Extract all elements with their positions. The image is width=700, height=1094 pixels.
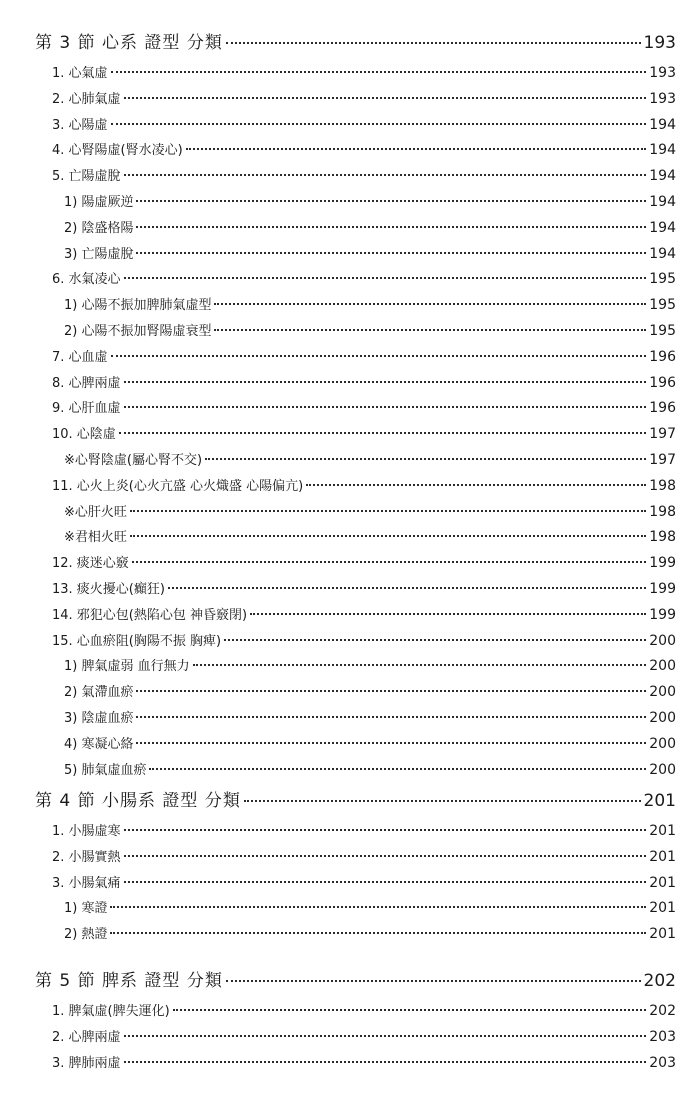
section-title: 第 5 節 脾系 證型 分類	[35, 971, 223, 991]
dot-leader	[186, 148, 647, 150]
entry-title: 3. 小腸氣痛	[52, 875, 121, 891]
entry-page-number: 194	[649, 168, 676, 185]
entry-page-number: 200	[649, 710, 676, 726]
entry-title: 1) 脾氣虛弱 血行無力	[64, 659, 190, 675]
toc-subentry	[64, 294, 676, 313]
entry-title: 11. 心火上炎(心火亢盛 心火熾盛 心陽偏亢)	[52, 478, 304, 494]
entry-page-number: 201	[649, 823, 676, 839]
entry-page-number: 194	[649, 116, 676, 133]
dot-leader	[110, 906, 646, 908]
dot-leader	[136, 716, 646, 718]
entry-page-number: 195	[649, 271, 676, 288]
entry-page-number: 194	[649, 194, 676, 210]
dot-leader	[110, 932, 646, 934]
entry-title: 5) 肺氣虛血瘀	[64, 762, 147, 778]
toc-subentry	[64, 217, 676, 236]
dot-leader	[111, 71, 647, 73]
dot-leader	[214, 329, 646, 331]
entry-title: 3. 心陽虛	[52, 117, 108, 133]
entry-title: 3) 亡陽虛脫	[64, 246, 134, 262]
entry-page-number: 203	[649, 1054, 676, 1071]
toc-entry	[52, 423, 676, 442]
entry-title: 12. 痰迷心竅	[52, 556, 129, 572]
entry-page-number: 200	[649, 735, 676, 752]
dot-leader	[130, 510, 646, 512]
dot-leader	[124, 174, 647, 176]
entry-page-number: 193	[649, 65, 676, 81]
entry-page-number: 199	[649, 555, 676, 572]
section-heading	[35, 786, 676, 811]
entry-page-number: 196	[649, 400, 676, 417]
entry-title: 1) 心陽不振加脾肺氣虛型	[64, 298, 212, 314]
toc-subentry	[64, 243, 676, 262]
entry-title: 2. 小腸實熱	[52, 849, 121, 865]
entry-title: 14. 邪犯心包(熱陷心包 神昏竅閉)	[52, 607, 248, 623]
toc-subentry	[64, 320, 676, 339]
entry-title: 10. 心陰虛	[52, 427, 116, 443]
toc-subentry	[64, 897, 676, 916]
entry-title: 2. 心脾兩虛	[52, 1029, 121, 1045]
dot-leader	[124, 829, 647, 831]
section-heading	[35, 966, 676, 991]
toc-subentry	[64, 526, 676, 545]
dot-leader	[119, 432, 646, 434]
toc-entry	[52, 62, 676, 81]
entry-page-number: 196	[649, 374, 676, 391]
section-title: 第 4 節 小腸系 證型 分類	[35, 791, 241, 811]
dot-leader	[124, 97, 647, 99]
toc-entry	[52, 372, 676, 391]
dot-leader	[149, 768, 646, 770]
entry-title: 9. 心肝血虛	[52, 401, 121, 417]
toc-subentry	[64, 501, 676, 520]
dot-leader	[226, 42, 641, 44]
dot-leader	[124, 381, 647, 383]
entry-title: 1. 脾氣虛(脾失運化)	[52, 1004, 170, 1019]
entry-title: 5. 亡陽虛脫	[52, 169, 121, 185]
dot-leader	[244, 800, 641, 802]
dot-leader	[136, 252, 646, 254]
toc-entry	[52, 88, 676, 107]
toc-entry	[52, 114, 676, 133]
entry-page-number: 200	[649, 684, 676, 701]
dot-leader	[111, 355, 647, 357]
entry-title: 1) 陽虛厥逆	[64, 195, 134, 210]
entry-page-number: 201	[649, 926, 676, 943]
toc-subentry	[64, 449, 676, 468]
entry-title: 13. 痰火擾心(癲狂)	[52, 582, 165, 597]
entry-page-number: 195	[649, 297, 676, 314]
toc-entry	[52, 1000, 676, 1019]
toc-entry	[52, 630, 676, 649]
dot-leader	[173, 1009, 647, 1011]
section-page-number: 201	[643, 791, 676, 811]
entry-page-number: 196	[649, 348, 676, 365]
section-page-number: 193	[643, 33, 676, 53]
toc-subentry	[64, 759, 676, 778]
dot-leader	[226, 980, 641, 982]
toc-entry	[52, 820, 676, 839]
entry-page-number: 198	[649, 477, 676, 494]
entry-page-number: 200	[649, 761, 676, 778]
entry-title: 2) 氣滯血瘀	[64, 685, 134, 701]
entry-page-number: 197	[649, 426, 676, 443]
toc-subentry	[64, 655, 676, 674]
dot-leader	[111, 123, 647, 125]
entry-title: 6. 水氣凌心	[52, 272, 121, 288]
toc-entry	[52, 165, 676, 184]
dot-leader	[214, 303, 646, 305]
entry-page-number: 200	[649, 658, 676, 675]
entry-title: 2. 心肺氣虛	[52, 91, 121, 107]
dot-leader	[306, 484, 646, 486]
dot-leader	[124, 1035, 647, 1037]
entry-page-number: 199	[649, 606, 676, 623]
entry-page-number: 202	[649, 1003, 676, 1019]
entry-page-number: 199	[649, 581, 676, 597]
entry-page-number: 201	[649, 848, 676, 865]
section-title: 第 3 節 心系 證型 分類	[35, 33, 223, 53]
dot-leader	[136, 690, 646, 692]
toc-entry	[52, 872, 676, 891]
entry-title: 2) 陰盛格陽	[64, 220, 134, 236]
toc-entry	[52, 346, 676, 365]
entry-title: 1) 寒證	[64, 901, 108, 917]
toc-entry	[52, 1052, 676, 1071]
section-heading	[35, 28, 676, 53]
toc-subentry	[64, 681, 676, 700]
dot-leader	[124, 1061, 647, 1063]
dot-leader	[124, 881, 647, 883]
dot-leader	[124, 406, 647, 408]
entry-title: ※心肝火旺	[64, 504, 127, 520]
entry-title: 4) 寒凝心絡	[64, 736, 134, 752]
entry-title: 2) 心陽不振加腎陽虛衰型	[64, 324, 212, 339]
toc-entry	[52, 578, 676, 597]
entry-title: ※心腎陰虛(屬心腎不交)	[64, 453, 203, 468]
dot-leader	[124, 277, 647, 279]
entry-title: 8. 心脾兩虛	[52, 375, 121, 391]
dot-leader	[124, 855, 647, 857]
entry-title: 3) 陰虛血瘀	[64, 711, 134, 726]
toc-entry	[52, 268, 676, 287]
entry-page-number: 203	[649, 1028, 676, 1045]
toc-entry	[52, 397, 676, 416]
toc-subentry	[64, 707, 676, 726]
entry-page-number: 200	[649, 632, 676, 649]
entry-page-number: 193	[649, 90, 676, 107]
entry-page-number: 194	[649, 219, 676, 236]
entry-page-number: 198	[649, 529, 676, 546]
entry-page-number: 201	[649, 874, 676, 891]
dot-leader	[224, 639, 646, 641]
toc-subentry	[64, 923, 676, 942]
dot-leader	[205, 458, 646, 460]
toc-entry	[52, 846, 676, 865]
toc-entry	[52, 604, 676, 623]
entry-title: 1. 小腸虛寒	[52, 824, 121, 839]
dot-leader	[130, 535, 646, 537]
toc-subentry	[64, 733, 676, 752]
dot-leader	[136, 200, 646, 202]
dot-leader	[136, 226, 646, 228]
entry-page-number: 194	[649, 142, 676, 159]
entry-title: 3. 脾肺兩虛	[52, 1055, 121, 1071]
entry-page-number: 198	[649, 503, 676, 520]
entry-title: ※君相火旺	[64, 530, 127, 546]
dot-leader	[136, 742, 646, 744]
entry-title: 1. 心氣虛	[52, 66, 108, 81]
entry-page-number: 201	[649, 900, 676, 917]
toc-entry	[52, 475, 676, 494]
toc-subentry	[64, 191, 676, 210]
dot-leader	[132, 561, 646, 563]
toc-entry	[52, 552, 676, 571]
entry-title: 2) 熱證	[64, 927, 108, 943]
section-page-number: 202	[643, 971, 676, 991]
entry-page-number: 197	[649, 452, 676, 468]
dot-leader	[168, 587, 646, 589]
entry-title: 7. 心血虛	[52, 349, 108, 365]
dot-leader	[250, 613, 646, 615]
toc-entry	[52, 1026, 676, 1045]
toc-entry	[52, 139, 676, 158]
entry-title: 15. 心血瘀阻(胸陽不振 胸痺)	[52, 633, 222, 649]
entry-page-number: 194	[649, 245, 676, 262]
dot-leader	[193, 664, 647, 666]
entry-page-number: 195	[649, 323, 676, 339]
entry-title: 4. 心腎陽虛(腎水凌心)	[52, 143, 183, 159]
